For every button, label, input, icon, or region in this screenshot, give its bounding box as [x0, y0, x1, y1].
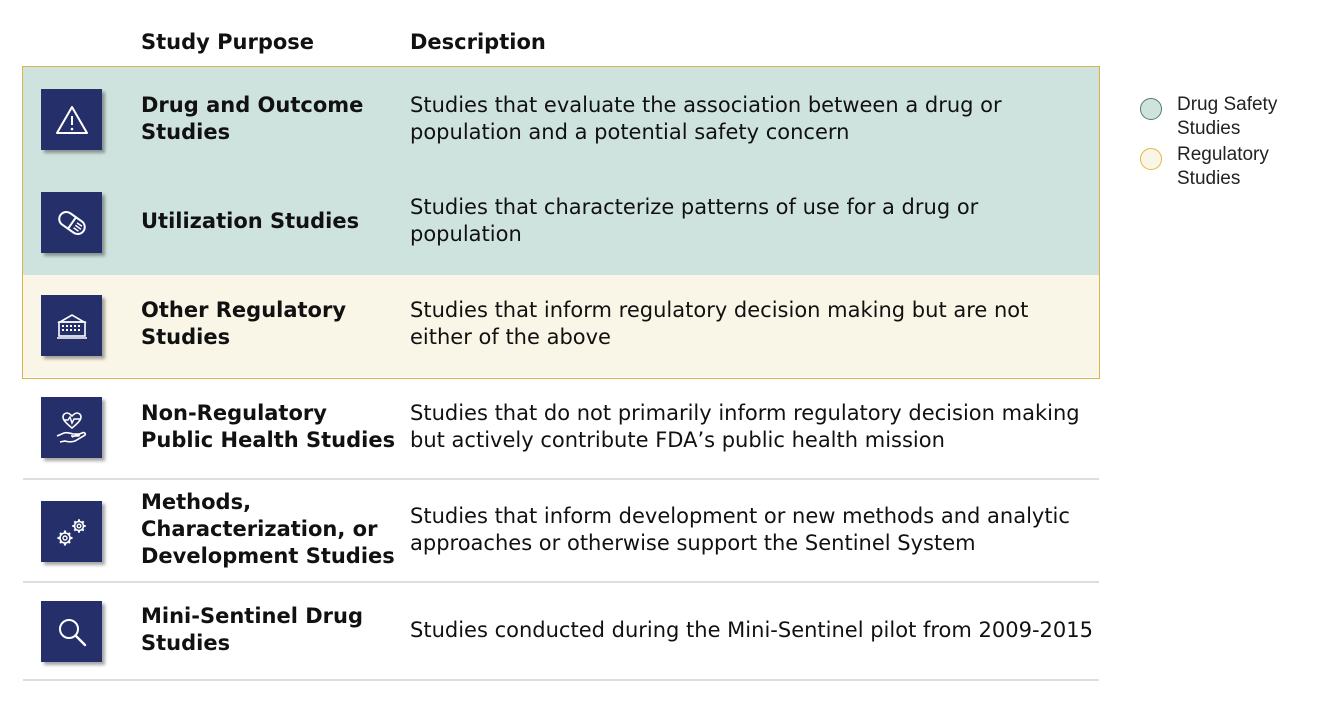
row-purpose: Drug and Outcome Studies	[141, 93, 364, 144]
table-row	[23, 170, 1099, 275]
legend-item-regulatory	[1140, 143, 1310, 193]
row-description: Studies conducted during the Mini-Sentinel pilot from 2009-2015	[410, 617, 1093, 642]
legend-label: Drug Safety Studies	[1177, 94, 1278, 139]
row-purpose: Mini-Sentinel Drug Studies	[141, 604, 363, 655]
pill-capsule-icon	[41, 192, 102, 253]
row-purpose: Utilization Studies	[141, 208, 360, 233]
table-row	[23, 583, 1099, 681]
legend	[1140, 93, 1310, 193]
magnifier-icon	[41, 601, 102, 662]
row-description: Studies that evaluate the association between a drug or population and a potential safety concern	[410, 93, 1002, 144]
hand-heart-icon	[41, 397, 102, 458]
legend-swatch	[1140, 148, 1162, 170]
row-description: Studies that inform regulatory decision making but are not either of the above	[410, 298, 1029, 349]
description-header: Description	[410, 30, 546, 54]
legend-label: Regulatory Studies	[1177, 144, 1269, 189]
government-building-icon	[41, 295, 102, 356]
row-purpose: Methods, Characterization, or Development Studies	[141, 490, 395, 568]
study-purpose-header: Study Purpose	[141, 30, 315, 54]
legend-item-drug-safety	[1140, 93, 1310, 143]
row-purpose: Other Regulatory Studies	[141, 298, 347, 349]
gears-icon	[41, 501, 102, 562]
row-description: Studies that inform development or new methods and analytic approaches or otherwise support the Sentinel System	[410, 504, 1070, 555]
table-row	[23, 67, 1099, 170]
row-description: Studies that do not primarily inform regulatory decision making but actively contribute FDA’s public health mission	[410, 401, 1080, 452]
table-row	[23, 480, 1099, 583]
table-row	[23, 275, 1099, 377]
table-row	[23, 377, 1099, 480]
row-purpose: Non-Regulatory Public Health Studies	[141, 401, 396, 452]
warning-triangle-icon	[41, 89, 102, 150]
legend-swatch	[1140, 98, 1162, 120]
row-description: Studies that characterize patterns of use for a drug or population	[410, 195, 979, 246]
